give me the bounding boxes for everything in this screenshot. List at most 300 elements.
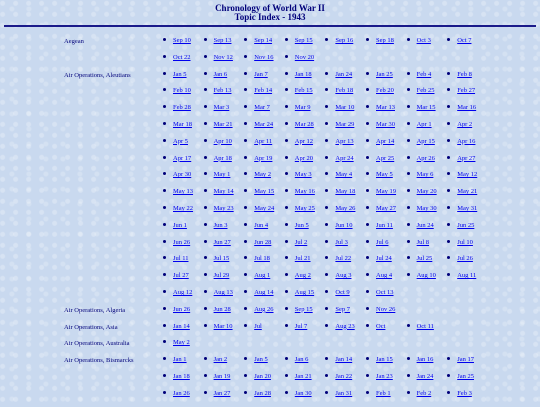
bullet-icon [447, 156, 450, 159]
list-item [407, 155, 435, 162]
list-item [244, 87, 272, 94]
bullet-icon [244, 55, 247, 58]
date-link[interactable]: Aug 2 [294, 272, 311, 280]
date-link[interactable]: Jul 26 [457, 255, 473, 263]
date-link[interactable]: Jul 18 [254, 255, 270, 263]
date-link[interactable]: Mar 30 [376, 120, 395, 128]
bullet-icon [204, 223, 207, 226]
date-link[interactable]: Jun 24 [416, 221, 434, 229]
date-link[interactable]: Jan 18 [294, 70, 312, 78]
bullet-icon [163, 139, 166, 142]
date-link[interactable]: Jan 17 [457, 356, 474, 364]
topic-label: Air Operations, Algeria [64, 306, 126, 314]
bullet-icon [407, 139, 410, 142]
date-link[interactable]: Jan 26 [173, 389, 190, 397]
list-item [244, 306, 273, 313]
list-item [407, 390, 432, 397]
date-link[interactable]: May 18 [335, 188, 356, 196]
date-link[interactable]: May 1 [213, 171, 231, 179]
date-link[interactable]: May 2 [173, 339, 190, 347]
bullet-icon [204, 38, 207, 41]
list-item [407, 255, 433, 262]
bullet-icon [447, 189, 450, 192]
bullet-icon [285, 290, 288, 293]
date-link[interactable]: Apr 15 [416, 137, 435, 145]
date-link[interactable]: Apr 14 [376, 137, 395, 145]
date-link[interactable]: Feb 10 [173, 87, 191, 95]
date-link[interactable]: Mar 21 [213, 120, 233, 128]
date-link[interactable]: May 25 [294, 204, 315, 212]
bullet-icon [204, 273, 207, 276]
bullet-icon [163, 105, 166, 108]
date-link[interactable]: May 31 [457, 204, 478, 212]
bullet-icon [244, 357, 247, 360]
date-link[interactable]: Oct [376, 322, 386, 330]
date-link[interactable]: Jan 25 [376, 70, 393, 78]
bullet-icon [407, 206, 410, 209]
list-item [244, 71, 268, 78]
bullet-icon [325, 88, 328, 91]
list-item [204, 323, 233, 330]
date-link[interactable]: Jun 4 [254, 221, 269, 229]
date-link[interactable]: Sep 7 [335, 305, 351, 313]
date-link[interactable]: Jul 3 [335, 238, 348, 246]
date-link[interactable]: Apr 16 [457, 137, 476, 145]
date-link[interactable]: Mar 3 [213, 104, 230, 112]
bullet-icon [447, 223, 450, 226]
list-item [285, 104, 311, 111]
index-row [0, 87, 540, 104]
date-link[interactable]: Oct 7 [457, 37, 472, 44]
bullet-icon [366, 88, 369, 91]
list-item [204, 306, 231, 313]
date-link[interactable]: Aug 26 [254, 305, 274, 313]
date-link[interactable]: Apr 27 [457, 154, 476, 162]
date-link[interactable]: May 30 [416, 204, 437, 212]
list-item [285, 289, 314, 296]
list-item [163, 356, 187, 363]
bullet-icon [244, 38, 247, 41]
bullet-icon [285, 122, 288, 125]
list-item [447, 71, 472, 78]
bullet-icon [325, 206, 328, 209]
date-link[interactable]: Jul 10 [457, 238, 473, 246]
date-link[interactable]: Jan 24 [335, 70, 353, 78]
list-item [325, 37, 353, 44]
date-link[interactable]: Jul [254, 322, 262, 330]
date-link[interactable]: Mar 15 [416, 104, 436, 112]
list-item [285, 71, 312, 78]
bullet-icon [244, 156, 247, 159]
list-item [244, 390, 271, 397]
date-link[interactable]: Jun 3 [213, 221, 228, 229]
bullet-icon [163, 307, 166, 310]
date-link[interactable]: Jul 29 [213, 272, 230, 280]
bullet-icon [325, 189, 328, 192]
index-row [0, 272, 540, 289]
list-item [366, 155, 394, 162]
date-link[interactable]: Aug 10 [416, 272, 436, 280]
date-link[interactable]: Jan 14 [335, 356, 353, 364]
topic-label: Air Operations, Asia [64, 323, 118, 331]
date-link[interactable]: May 6 [416, 171, 434, 179]
list-item [244, 323, 262, 330]
date-link[interactable]: Feb 20 [376, 87, 394, 95]
date-link[interactable]: May 5 [376, 171, 393, 179]
bullet-icon [244, 72, 247, 75]
date-link[interactable]: Aug 1 [254, 272, 271, 280]
bullet-icon [325, 273, 328, 276]
list-item [325, 205, 355, 212]
list-item [285, 171, 312, 178]
list-item [325, 306, 350, 313]
date-link[interactable]: Jul 27 [173, 272, 189, 280]
list-item [244, 373, 271, 380]
list-item [204, 37, 232, 44]
date-link[interactable]: May 16 [294, 188, 315, 196]
date-link[interactable]: Nov 26 [376, 305, 396, 313]
bullet-icon [325, 357, 328, 360]
date-link[interactable]: Aug 3 [335, 272, 352, 280]
bullet-icon [244, 206, 247, 209]
date-link[interactable]: Apr 18 [213, 154, 232, 162]
date-link[interactable]: Aug 15 [294, 288, 315, 296]
date-link[interactable]: Jul 6 [376, 238, 389, 246]
date-link[interactable]: May 13 [173, 188, 194, 196]
bullet-icon [447, 172, 450, 175]
date-link[interactable]: Jan 19 [213, 372, 231, 380]
date-link[interactable]: Jan 22 [335, 372, 353, 380]
date-link[interactable]: Nov 20 [294, 53, 315, 61]
bullet-icon [366, 324, 369, 327]
list-item [204, 87, 232, 94]
list-item [285, 121, 314, 128]
bullet-icon [244, 391, 247, 394]
list-item [325, 222, 352, 229]
bullet-icon [204, 256, 207, 259]
list-item [244, 188, 274, 195]
date-link[interactable]: Mar 13 [376, 104, 395, 112]
date-link[interactable]: Jan 25 [457, 372, 474, 380]
bullet-icon [163, 223, 166, 226]
date-link[interactable]: Jul 2 [294, 238, 308, 246]
date-link[interactable]: Jun 11 [376, 221, 393, 229]
list-item [325, 272, 351, 279]
list-item [407, 222, 434, 229]
date-link[interactable]: Aug 4 [376, 272, 393, 280]
date-link[interactable]: Mar 24 [254, 120, 274, 128]
date-link[interactable]: Feb 8 [457, 70, 472, 78]
list-item [285, 390, 312, 397]
date-link[interactable]: Feb 15 [294, 87, 313, 95]
date-link[interactable]: May 21 [457, 188, 478, 196]
bullet-icon [204, 357, 207, 360]
list-item [447, 356, 474, 363]
date-link[interactable]: Oct 9 [335, 288, 350, 296]
date-link[interactable]: Jul 21 [294, 255, 311, 263]
date-link[interactable]: Nov 16 [254, 53, 274, 61]
date-link[interactable]: May 12 [457, 171, 478, 179]
date-link[interactable]: Jun 10 [335, 221, 353, 229]
list-item [366, 289, 394, 296]
date-link[interactable]: Jan 6 [213, 70, 228, 78]
bullet-icon [366, 105, 369, 108]
date-link[interactable]: Mar 28 [294, 120, 314, 128]
bullet-icon [204, 374, 207, 377]
bullet-icon [244, 240, 247, 243]
date-link[interactable]: Sep 14 [254, 37, 273, 44]
date-link[interactable]: May 2 [254, 171, 271, 179]
bullet-icon [244, 273, 247, 276]
bullet-icon [447, 72, 450, 75]
date-link[interactable]: May 24 [254, 204, 275, 212]
date-link[interactable]: Jan 5 [173, 70, 187, 78]
date-link[interactable]: Feb 13 [213, 87, 232, 95]
date-link[interactable]: Jun 28 [254, 238, 272, 246]
date-link[interactable]: Apr 13 [335, 137, 354, 145]
list-item [366, 323, 385, 330]
date-link[interactable]: Jan 31 [335, 389, 353, 397]
date-link[interactable]: Feb 28 [173, 104, 191, 112]
date-link[interactable]: May 23 [213, 204, 234, 212]
date-link[interactable]: Aug 11 [457, 272, 477, 280]
bullet-icon [204, 105, 207, 108]
bullet-icon [366, 273, 369, 276]
date-link[interactable]: Mar 16 [457, 104, 477, 112]
date-link[interactable]: Jul 22 [335, 255, 352, 263]
bullet-icon [407, 88, 410, 91]
index-row [0, 239, 540, 256]
topic-label: Air Operations, Bismarcks [64, 357, 134, 365]
date-link[interactable]: Jan 24 [416, 372, 434, 380]
date-link[interactable]: Aug 23 [335, 322, 355, 330]
bullet-icon [285, 38, 288, 41]
date-link[interactable]: Jan 5 [254, 356, 268, 364]
index-row [0, 138, 540, 155]
date-link[interactable]: Sep 15 [294, 305, 313, 313]
topic-index [0, 37, 540, 407]
date-link[interactable]: Jul 11 [173, 255, 189, 263]
list-item [244, 171, 271, 178]
date-link[interactable]: Jan 7 [254, 70, 268, 78]
list-item [285, 373, 312, 380]
date-link[interactable]: Oct 11 [416, 322, 434, 330]
bullet-icon [163, 55, 166, 58]
bullet-icon [366, 391, 369, 394]
date-link[interactable]: Apr 25 [376, 154, 395, 162]
date-link[interactable]: Mar 29 [335, 120, 355, 128]
date-link[interactable]: May 4 [335, 171, 353, 179]
date-link[interactable]: Jun 28 [213, 305, 231, 313]
date-link[interactable]: Feb 14 [254, 87, 273, 95]
list-item [407, 87, 435, 94]
date-link[interactable]: Feb 1 [376, 389, 391, 397]
date-link[interactable]: Jan 18 [173, 372, 190, 380]
bullet-icon [407, 72, 410, 75]
date-link[interactable]: Jan 30 [294, 389, 312, 397]
date-link[interactable]: May 26 [335, 204, 356, 212]
date-link[interactable]: Feb 27 [457, 87, 476, 95]
bullet-icon [407, 240, 410, 243]
date-link[interactable]: Apr 12 [294, 137, 314, 145]
bullet-icon [407, 391, 410, 394]
date-link[interactable]: Jul 7 [294, 322, 308, 330]
bullet-icon [163, 156, 166, 159]
bullet-icon [204, 240, 207, 243]
date-link[interactable]: Apr 19 [254, 154, 273, 162]
page-subtitle: Topic Index - 1943 [234, 12, 306, 22]
date-link[interactable]: Jan 16 [416, 356, 434, 364]
bullet-icon [285, 374, 288, 377]
list-item [407, 104, 436, 111]
date-link[interactable]: Sep 16 [335, 37, 354, 44]
date-link[interactable]: Jun 26 [173, 305, 191, 313]
date-link[interactable]: Feb 25 [416, 87, 435, 95]
bullet-icon [325, 307, 328, 310]
date-link[interactable]: Sep 18 [376, 37, 394, 44]
list-item [285, 272, 311, 279]
date-link[interactable]: Mar 10 [213, 322, 233, 330]
list-item [163, 373, 190, 380]
date-link[interactable]: Mar 9 [294, 104, 311, 112]
bullet-icon [244, 324, 247, 327]
date-link[interactable]: Sep 15 [294, 37, 313, 44]
index-row [0, 37, 540, 54]
date-link[interactable]: Jul 25 [416, 255, 433, 263]
bullet-icon [325, 256, 328, 259]
date-link[interactable]: Apr 10 [213, 137, 232, 145]
bullet-icon [366, 256, 369, 259]
date-link[interactable]: Apr 5 [173, 137, 188, 145]
list-item [244, 356, 268, 363]
date-link[interactable]: Jan 28 [254, 389, 271, 397]
bullet-icon [285, 156, 288, 159]
date-link[interactable]: Apr 20 [294, 154, 314, 162]
date-link[interactable]: Jan 23 [376, 372, 393, 380]
list-item [325, 188, 355, 195]
date-link[interactable]: May 20 [416, 188, 437, 196]
list-item [366, 272, 392, 279]
index-row [0, 121, 540, 138]
date-link[interactable]: Oct 13 [376, 288, 394, 296]
list-item [163, 188, 193, 195]
bullet-icon [366, 139, 369, 142]
bullet-icon [163, 357, 166, 360]
date-link[interactable]: May 3 [294, 171, 312, 179]
list-item [244, 272, 270, 279]
date-link[interactable]: Apr 11 [254, 137, 273, 145]
bullet-icon [204, 189, 207, 192]
list-item [285, 188, 315, 195]
date-link[interactable]: Jul 24 [376, 255, 392, 263]
list-item [447, 255, 473, 262]
list-item [447, 188, 477, 195]
date-link[interactable]: May 27 [376, 204, 397, 212]
date-link[interactable]: Jun 25 [457, 221, 475, 229]
date-link[interactable]: Feb 18 [335, 87, 354, 95]
date-link[interactable]: Jun 5 [294, 221, 309, 229]
date-link[interactable]: May 14 [213, 188, 234, 196]
bullet-icon [325, 122, 328, 125]
date-link[interactable]: Apr 1 [416, 120, 432, 128]
date-link[interactable]: Mar 10 [335, 104, 355, 112]
date-link[interactable]: Feb 4 [416, 70, 432, 78]
date-link[interactable]: Jan 2 [213, 356, 228, 364]
date-link[interactable]: Sep 10 [173, 37, 191, 44]
bullet-icon [407, 105, 410, 108]
date-link[interactable]: Sep 13 [213, 37, 232, 44]
date-link[interactable]: Mar 18 [173, 120, 192, 128]
date-link[interactable]: Feb 3 [457, 389, 472, 397]
date-link[interactable]: Oct 3 [416, 37, 431, 44]
list-item [447, 171, 477, 178]
list-item [325, 356, 352, 363]
index-row [0, 373, 540, 390]
date-link[interactable]: Apr 24 [335, 154, 354, 162]
list-item [447, 138, 475, 145]
date-link[interactable]: Oct 22 [173, 53, 191, 61]
date-link[interactable]: Jan 6 [294, 356, 309, 364]
date-link[interactable]: May 22 [173, 204, 194, 212]
date-link[interactable]: Jan 14 [173, 322, 190, 330]
list-item [163, 255, 188, 262]
list-item [163, 71, 187, 78]
date-link[interactable]: Apr 26 [416, 154, 435, 162]
date-link[interactable]: Apr 2 [457, 120, 473, 128]
bullet-icon [244, 88, 247, 91]
date-link[interactable]: Mar 7 [254, 104, 270, 112]
list-item [163, 155, 191, 162]
date-link[interactable]: Jun 26 [173, 238, 191, 246]
date-link[interactable]: Jun 27 [213, 238, 231, 246]
list-item [366, 255, 392, 262]
date-link[interactable]: Jan 15 [376, 356, 393, 364]
date-link[interactable]: Jan 21 [294, 372, 312, 380]
bullet-icon [447, 256, 450, 259]
list-item [447, 222, 474, 229]
date-link[interactable]: Jan 20 [254, 372, 271, 380]
date-link[interactable]: May 15 [254, 188, 275, 196]
date-link[interactable]: Jun 1 [173, 221, 187, 229]
date-link[interactable]: May 19 [376, 188, 397, 196]
bullet-icon [244, 223, 247, 226]
list-item [285, 205, 315, 212]
page-header [0, 0, 540, 27]
list-item [163, 222, 187, 229]
list-item [407, 323, 434, 330]
date-link[interactable]: Apr 30 [173, 171, 192, 179]
list-item [163, 306, 190, 313]
list-item [204, 239, 231, 246]
date-link[interactable]: Feb 2 [416, 389, 432, 397]
bullet-icon [447, 357, 450, 360]
bullet-icon [163, 240, 166, 243]
date-link[interactable]: Jan 27 [213, 389, 231, 397]
list-item [407, 171, 434, 178]
date-link[interactable]: Jul 15 [213, 255, 230, 263]
index-row [0, 54, 540, 71]
index-row [0, 171, 540, 188]
date-link[interactable]: Jul 8 [416, 238, 430, 246]
list-item [204, 155, 232, 162]
date-link[interactable]: Aug 14 [254, 288, 274, 296]
date-link[interactable]: Apr 17 [173, 154, 192, 162]
date-link[interactable]: Aug 12 [173, 288, 193, 296]
date-link[interactable]: Jan 1 [173, 356, 187, 364]
date-link[interactable]: Nov 12 [213, 53, 233, 61]
date-link[interactable]: Aug 13 [213, 288, 233, 296]
list-item [244, 54, 273, 61]
